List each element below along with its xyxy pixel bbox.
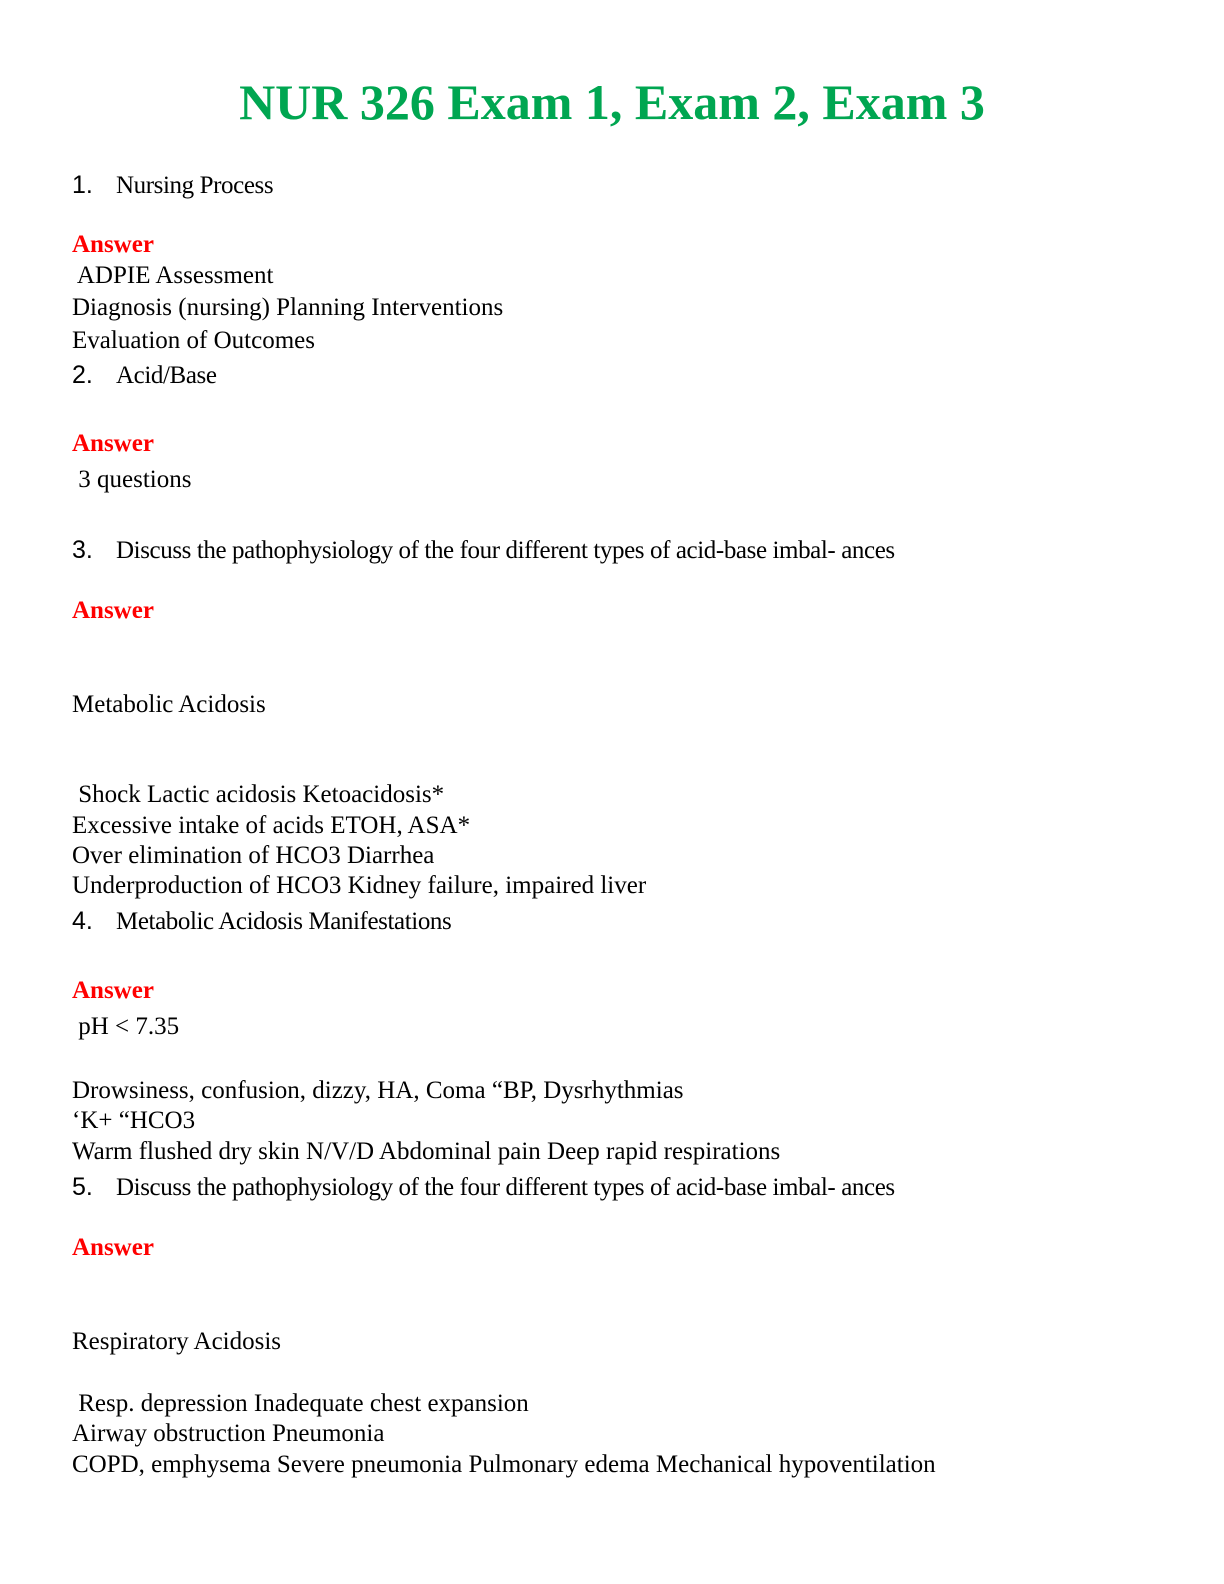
answer-line: Underproduction of HCO3 Kidney failure, impaired liver bbox=[72, 872, 647, 899]
answer-label: Answer bbox=[72, 231, 154, 258]
question-5 bbox=[72, 1171, 895, 1204]
answer-line: Warm flushed dry skin N/V/D Abdominal pain Deep rapid respirations bbox=[72, 1138, 781, 1165]
answer-label: Answer bbox=[72, 1234, 154, 1261]
answer-label: Answer bbox=[72, 977, 154, 1004]
question-text: Discuss the pathophysiology of the four different types of acid-base imbal- ances bbox=[116, 1174, 895, 1201]
answer-line: Evaluation of Outcomes bbox=[72, 327, 315, 354]
question-text: Discuss the pathophysiology of the four different types of acid-base imbal- ances bbox=[116, 537, 895, 564]
answer-line: COPD, emphysema Severe pneumonia Pulmonary edema Mechanical hypoventilation bbox=[72, 1451, 936, 1478]
question-number: 3. bbox=[72, 536, 93, 564]
answer-line: 3 questions bbox=[72, 466, 192, 493]
answer-line: ‘K+ “HCO3 bbox=[72, 1107, 196, 1134]
question-1 bbox=[72, 169, 273, 202]
question-number: 5. bbox=[72, 1173, 93, 1201]
answer-line: Respiratory Acidosis bbox=[72, 1328, 282, 1355]
answer-label: Answer bbox=[72, 597, 154, 624]
answer-line: pH < 7.35 bbox=[72, 1013, 180, 1040]
answer-line: Drowsiness, confusion, dizzy, HA, Coma “BP, Dysrhythmias bbox=[72, 1077, 684, 1104]
answer-line: Diagnosis (nursing) Planning Interventions bbox=[72, 294, 504, 321]
page-title: NUR 326 Exam 1, Exam 2, Exam 3 bbox=[239, 74, 985, 130]
question-number: 2. bbox=[72, 361, 93, 389]
question-number: 1. bbox=[72, 171, 93, 199]
answer-line: Excessive intake of acids ETOH, ASA* bbox=[72, 812, 471, 839]
question-text: Nursing Process bbox=[116, 172, 274, 199]
answer-line: Airway obstruction Pneumonia bbox=[72, 1420, 385, 1447]
answer-line: Resp. depression Inadequate chest expansion bbox=[72, 1390, 529, 1417]
answer-line: Metabolic Acidosis bbox=[72, 691, 266, 718]
answer-label: Answer bbox=[72, 430, 154, 457]
question-2 bbox=[72, 359, 217, 392]
question-text: Metabolic Acidosis Manifestations bbox=[116, 908, 452, 935]
question-4 bbox=[72, 905, 451, 938]
answer-line: Shock Lactic acidosis Ketoacidosis* bbox=[72, 781, 445, 808]
answer-line: ADPIE Assessment bbox=[72, 262, 274, 289]
answer-line: Over elimination of HCO3 Diarrhea bbox=[72, 842, 435, 869]
question-3 bbox=[72, 534, 895, 567]
question-text: Acid/Base bbox=[116, 362, 217, 389]
question-number: 4. bbox=[72, 907, 93, 935]
